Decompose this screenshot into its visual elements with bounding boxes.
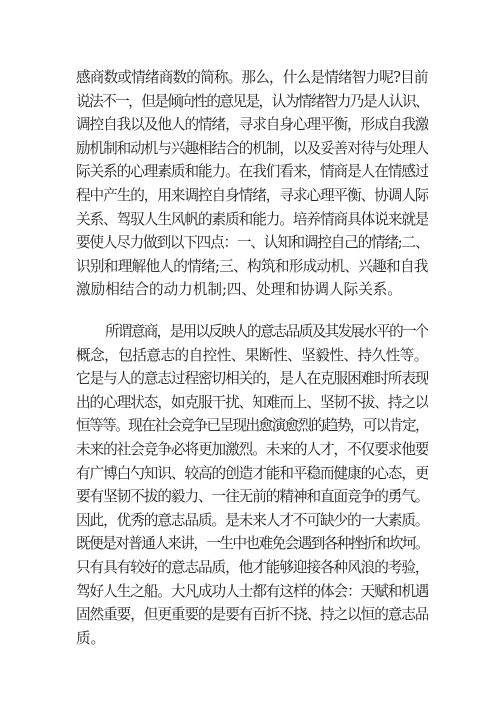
text-line: 有广博白勺知识、较高的创造才能和平稳而健康的心态，更 [76, 464, 428, 482]
text-line: 识别和理解他人的情绪;三、构筑和形成动机、兴趣和自我 [76, 257, 428, 275]
text-line: 要有坚韧不拔的毅力、一往无前的精神和直面竞争的勇气。 [76, 488, 428, 506]
text-line: 驾好人生之船。大凡成功人士都有这样的体会：天赋和机遇 [76, 582, 428, 600]
text-line: 说法不一，但是倾向性的意见是，认为情绪智力乃是人认识、 [76, 92, 428, 110]
paragraph-emotional-quotient [76, 66, 428, 302]
text-line: 固然重要，但更重要的是要有百折不挠、持之以恒的意志品 [76, 606, 428, 624]
text-line: 只有具有较好的意志品质，他才能够迎接各种风浪的考验， [76, 558, 428, 576]
text-line: 未来的社会竞争必将更加激烈。未来的人才，不仅要求他要 [76, 440, 428, 458]
text-line: 励机制和动机与兴趣相结合的机制，以及妥善对待与处理人 [76, 139, 428, 157]
text-line: 感商数或情绪商数的简称。那么，什么是情绪智力呢?目前 [76, 69, 428, 86]
text-line: 激励相结合的动力机制;四、处理和协调人际关系。 [76, 281, 402, 299]
text-line: 概念，包括意志的自控性、果断性、坚毅性、持久性等。 [76, 346, 428, 364]
text-line: 关系、驾驭人生风帆的素质和能力。培养情商具体说来就是 [76, 210, 428, 228]
text-line: 既便是对普通人来讲，一生中也难免会遇到各种挫折和坎坷。 [76, 535, 428, 553]
text-line: 因此，优秀的意志品质。是未来人才不可缺少的一大素质。 [76, 511, 428, 529]
text-line: 所谓意商，是用以反映人的意志品质及其发展水平的一个 [105, 323, 428, 340]
text-line: 它是与人的意志过程密切相关的，是人在克服困难时所表现 [76, 370, 428, 388]
text-line: 程中产生的，用来调控自身情绪，寻求心理平衡、协调人际 [76, 186, 428, 204]
text-line: 出的心理状态，如克服干扰、知难而上、坚韧不拔、持之以 [76, 393, 428, 411]
paragraph-will-quotient [76, 320, 428, 650]
text-line: 调控自我以及他人的情绪，寻求自身心理平衡，形成自我激 [76, 116, 428, 134]
text-line: 质。 [76, 629, 106, 647]
text-line: 要使人尽力做到以下四点：一、认知和调控自己的情绪;二、 [76, 234, 428, 252]
text-line: 际关系的心理素质和能力。在我们看来，情商是人在情感过 [76, 163, 428, 181]
text-line: 恒等等。现在社会竞争已呈现出愈演愈烈的趋势，可以肯定， [76, 417, 428, 435]
